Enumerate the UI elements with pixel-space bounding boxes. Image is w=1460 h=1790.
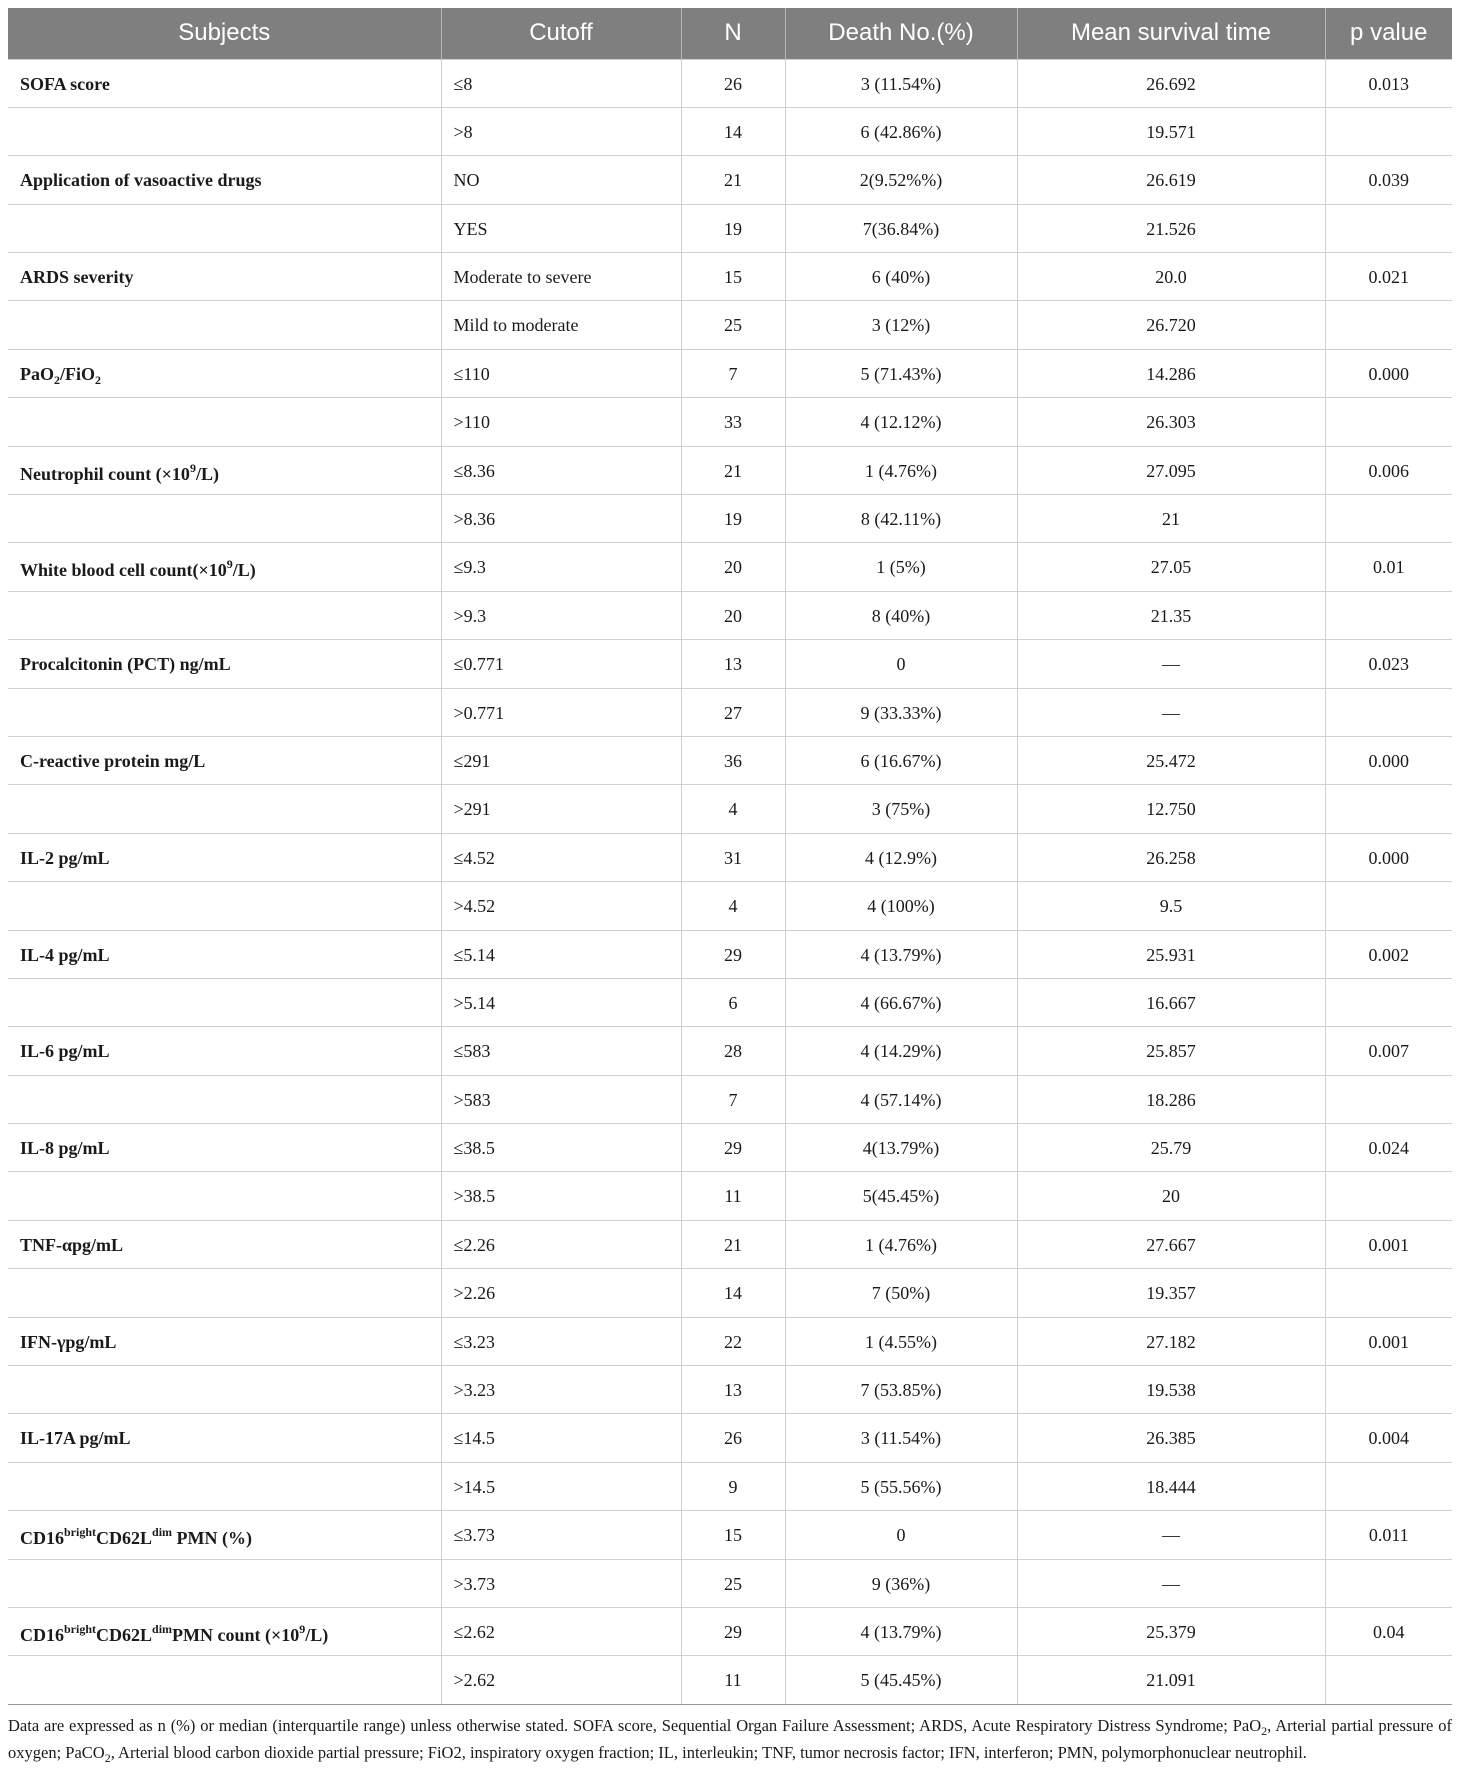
cell-n: 14 [681, 1269, 785, 1317]
cell-p-value: 0.04 [1325, 1608, 1452, 1656]
cell-cutoff: ≤110 [441, 349, 681, 397]
cell-death: 4 (13.79%) [785, 1608, 1017, 1656]
cell-cutoff: ≤583 [441, 1027, 681, 1075]
cell-p-value: 0.000 [1325, 833, 1452, 881]
text-segment: CD62L [96, 1528, 153, 1549]
cell-n: 21 [681, 1220, 785, 1268]
cell-mean-survival: 26.303 [1017, 398, 1325, 446]
cell-mean-survival: 27.182 [1017, 1317, 1325, 1365]
cell-cutoff: >3.73 [441, 1559, 681, 1607]
cell-subject [8, 640, 441, 688]
cell-mean-survival: 19.571 [1017, 107, 1325, 155]
cell-subject [8, 495, 441, 543]
cell-death: 7 (50%) [785, 1269, 1017, 1317]
superscript: 9 [299, 1622, 306, 1636]
cell-death: 1 (4.55%) [785, 1317, 1017, 1365]
cell-death: 9 (36%) [785, 1559, 1017, 1607]
subscript: 2 [54, 372, 60, 387]
cell-death: 1 (4.76%) [785, 1220, 1017, 1268]
cell-death: 5 (55.56%) [785, 1462, 1017, 1510]
cell-subject [8, 349, 441, 397]
cell-cutoff: ≤0.771 [441, 640, 681, 688]
cell-death: 4 (13.79%) [785, 930, 1017, 978]
table-header [8, 8, 1452, 59]
cell-mean-survival: 27.05 [1017, 543, 1325, 591]
cell-death: 6 (16.67%) [785, 736, 1017, 784]
cell-n: 13 [681, 1366, 785, 1414]
cell-subject [8, 446, 441, 494]
table-row [8, 156, 1452, 204]
cell-mean-survival: 25.79 [1017, 1124, 1325, 1172]
cell-mean-survival: 25.472 [1017, 736, 1325, 784]
cell-mean-survival: 20 [1017, 1172, 1325, 1220]
cell-p-value: 0.000 [1325, 349, 1452, 397]
cell-p-value [1325, 301, 1452, 349]
text-segment: CD16 [20, 1528, 64, 1549]
text-segment: CD16 [20, 1625, 64, 1645]
cell-n: 15 [681, 1511, 785, 1559]
table-row [8, 1075, 1452, 1123]
text-segment: /FiO [60, 363, 95, 384]
cell-mean-survival: 26.258 [1017, 833, 1325, 881]
superscript: bright [64, 1525, 97, 1540]
cell-p-value [1325, 1462, 1452, 1510]
table-row [8, 204, 1452, 252]
cell-cutoff: >583 [441, 1075, 681, 1123]
table-row [8, 107, 1452, 155]
cell-subject [8, 978, 441, 1026]
cell-p-value [1325, 978, 1452, 1026]
text-segment: PaO [20, 363, 54, 384]
superscript: dim [152, 1525, 173, 1540]
text-segment: /L) [232, 560, 256, 581]
table-row [8, 978, 1452, 1026]
cell-mean-survival: 21.35 [1017, 591, 1325, 639]
cell-cutoff: >8.36 [441, 495, 681, 543]
cell-subject [8, 1124, 441, 1172]
cell-subject [8, 785, 441, 833]
cell-cutoff: NO [441, 156, 681, 204]
header-cutoff: Cutoff [441, 8, 681, 59]
cell-cutoff: ≤291 [441, 736, 681, 784]
cell-death: 3 (75%) [785, 785, 1017, 833]
cell-n: 31 [681, 833, 785, 881]
table-row [8, 1124, 1452, 1172]
cell-cutoff: ≤9.3 [441, 543, 681, 591]
cell-cutoff: ≤2.62 [441, 1608, 681, 1656]
cell-subject [8, 1220, 441, 1268]
cell-n: 33 [681, 398, 785, 446]
cell-p-value: 0.007 [1325, 1027, 1452, 1075]
cell-cutoff: >38.5 [441, 1172, 681, 1220]
cell-n: 21 [681, 446, 785, 494]
cell-cutoff: >0.771 [441, 688, 681, 736]
cell-subject [8, 301, 441, 349]
table-row [8, 1511, 1452, 1559]
text-segment: Neutrophil count (×10 [20, 463, 190, 484]
text-segment: White blood cell count(×10 [20, 560, 227, 581]
cell-death: 1 (5%) [785, 543, 1017, 591]
cell-p-value [1325, 398, 1452, 446]
text-segment: /L) [195, 463, 219, 484]
subscript: 2 [95, 372, 101, 387]
text-segment: /L) [305, 1625, 329, 1645]
cell-p-value: 0.006 [1325, 446, 1452, 494]
cell-death: 4 (100%) [785, 882, 1017, 930]
cell-cutoff: ≤3.73 [441, 1511, 681, 1559]
cell-subject [8, 736, 441, 784]
cell-death: 0 [785, 1511, 1017, 1559]
cell-subject [8, 1656, 441, 1704]
cell-n: 11 [681, 1656, 785, 1704]
text-segment: , Arterial blood carbon dioxide partial pressure; FiO2, inspiratory oxygen fraction; IL, interleukin; TNF, tumor necrosis factor; IFN, interferon; PMN, polymorphonuclear neutrophil. [110, 1742, 1307, 1762]
table-row [8, 1656, 1452, 1704]
superscript: bright [64, 1622, 97, 1636]
text-segment: Application of vasoactive drugs [20, 170, 262, 191]
table-body [8, 59, 1452, 1704]
cell-cutoff: ≤5.14 [441, 930, 681, 978]
cell-n: 27 [681, 688, 785, 736]
cell-n: 20 [681, 591, 785, 639]
cell-p-value [1325, 1075, 1452, 1123]
cell-cutoff: ≤38.5 [441, 1124, 681, 1172]
cell-cutoff: ≤8.36 [441, 446, 681, 494]
cell-n: 19 [681, 204, 785, 252]
text-segment: Data are expressed as n (%) or median (interquartile range) unless otherwise stated. SOFA score, Sequential Organ Failure Assessment; ARDS, Acute Respiratory Distress Syndrome; PaO [8, 1715, 1262, 1735]
text-segment: IL-17A pg/mL [20, 1428, 131, 1449]
cell-subject [8, 1414, 441, 1462]
cell-n: 20 [681, 543, 785, 591]
table-row [8, 1027, 1452, 1075]
table-row [8, 349, 1452, 397]
table-row [8, 543, 1452, 591]
cell-mean-survival: 26.720 [1017, 301, 1325, 349]
cell-mean-survival: 25.931 [1017, 930, 1325, 978]
cell-p-value [1325, 785, 1452, 833]
cell-death: 8 (42.11%) [785, 495, 1017, 543]
table-row [8, 1269, 1452, 1317]
cell-subject [8, 1269, 441, 1317]
text-segment: PMN (%) [172, 1528, 253, 1549]
text-segment: SOFA score [20, 73, 110, 94]
cell-death: 4 (66.67%) [785, 978, 1017, 1026]
cell-mean-survival: 12.750 [1017, 785, 1325, 833]
superscript: 9 [189, 460, 196, 475]
cell-death: 5 (71.43%) [785, 349, 1017, 397]
text-segment: , Arterial partial pressure of oxygen; PaCO [8, 1715, 1452, 1762]
cell-cutoff: Mild to moderate [441, 301, 681, 349]
text-segment: IL-2 pg/mL [20, 847, 110, 868]
cell-subject [8, 398, 441, 446]
table-row [8, 59, 1452, 107]
cell-mean-survival: — [1017, 1511, 1325, 1559]
cell-p-value: 0.011 [1325, 1511, 1452, 1559]
cell-death: 4 (12.12%) [785, 398, 1017, 446]
cell-p-value: 0.004 [1325, 1414, 1452, 1462]
superscript: 9 [226, 557, 233, 572]
cell-mean-survival: 21.526 [1017, 204, 1325, 252]
cell-mean-survival: 19.357 [1017, 1269, 1325, 1317]
cell-mean-survival: 27.095 [1017, 446, 1325, 494]
cell-death: 4 (12.9%) [785, 833, 1017, 881]
cell-cutoff: YES [441, 204, 681, 252]
text-segment: PMN count (×10 [172, 1625, 300, 1645]
cell-cutoff: >3.23 [441, 1366, 681, 1414]
cell-n: 7 [681, 349, 785, 397]
cell-subject [8, 1317, 441, 1365]
cell-p-value: 0.002 [1325, 930, 1452, 978]
table-row [8, 930, 1452, 978]
cell-n: 29 [681, 1608, 785, 1656]
cell-subject [8, 1172, 441, 1220]
cell-mean-survival: 26.692 [1017, 59, 1325, 107]
cell-n: 15 [681, 253, 785, 301]
cell-subject [8, 1027, 441, 1075]
cell-n: 29 [681, 1124, 785, 1172]
cell-mean-survival: 26.385 [1017, 1414, 1325, 1462]
cell-n: 14 [681, 107, 785, 155]
cell-subject [8, 882, 441, 930]
cell-p-value: 0.000 [1325, 736, 1452, 784]
cell-subject [8, 1366, 441, 1414]
cell-subject [8, 253, 441, 301]
cell-p-value [1325, 495, 1452, 543]
cell-mean-survival: 21.091 [1017, 1656, 1325, 1704]
table-row [8, 736, 1452, 784]
text-segment: IL-4 pg/mL [20, 944, 110, 965]
cell-subject [8, 1075, 441, 1123]
cell-death: 3 (11.54%) [785, 1414, 1017, 1462]
cell-mean-survival: — [1017, 640, 1325, 688]
cell-mean-survival: 18.286 [1017, 1075, 1325, 1123]
cell-subject [8, 833, 441, 881]
table-row [8, 253, 1452, 301]
table-row [8, 1462, 1452, 1510]
cell-n: 25 [681, 301, 785, 349]
table-row [8, 688, 1452, 736]
cell-mean-survival: 20.0 [1017, 253, 1325, 301]
cell-death: 6 (40%) [785, 253, 1017, 301]
cell-n: 25 [681, 1559, 785, 1607]
cell-p-value [1325, 882, 1452, 930]
cell-n: 6 [681, 978, 785, 1026]
cell-n: 11 [681, 1172, 785, 1220]
cell-p-value [1325, 1366, 1452, 1414]
cell-subject [8, 156, 441, 204]
cell-n: 4 [681, 785, 785, 833]
cell-n: 7 [681, 1075, 785, 1123]
cell-cutoff: >5.14 [441, 978, 681, 1026]
cell-p-value [1325, 107, 1452, 155]
cell-p-value: 0.001 [1325, 1317, 1452, 1365]
cell-cutoff: ≤2.26 [441, 1220, 681, 1268]
table-row [8, 591, 1452, 639]
text-segment: IL-8 pg/mL [20, 1138, 110, 1159]
cell-cutoff: >8 [441, 107, 681, 155]
cell-n: 9 [681, 1462, 785, 1510]
survival-table [8, 8, 1452, 1705]
cell-subject [8, 930, 441, 978]
cell-mean-survival: 16.667 [1017, 978, 1325, 1026]
cell-n: 26 [681, 1414, 785, 1462]
cell-p-value: 0.01 [1325, 543, 1452, 591]
header-p-value: p value [1350, 19, 1428, 47]
cell-death: 8 (40%) [785, 591, 1017, 639]
text-segment: CD62L [96, 1625, 153, 1645]
header-row [8, 8, 1452, 59]
cell-mean-survival: — [1017, 688, 1325, 736]
header-mean-survival: Mean survival time [1017, 8, 1325, 59]
header-n: N [681, 8, 785, 59]
cell-cutoff: >4.52 [441, 882, 681, 930]
cell-p-value [1325, 204, 1452, 252]
cell-p-value: 0.023 [1325, 640, 1452, 688]
cell-p-value [1325, 591, 1452, 639]
subscript: 2 [1261, 1723, 1268, 1738]
table-row [8, 785, 1452, 833]
cell-p-value: 0.001 [1325, 1220, 1452, 1268]
text-segment: TNF-αpg/mL [20, 1234, 124, 1255]
cell-subject [8, 688, 441, 736]
table-row [8, 1366, 1452, 1414]
table-footnote [8, 1715, 1452, 1769]
table-row [8, 640, 1452, 688]
cell-death: 7 (53.85%) [785, 1366, 1017, 1414]
table-row [8, 1559, 1452, 1607]
subscript: 2 [104, 1750, 111, 1765]
table-row [8, 495, 1452, 543]
cell-n: 21 [681, 156, 785, 204]
cell-mean-survival: 9.5 [1017, 882, 1325, 930]
table-row [8, 1608, 1452, 1656]
cell-cutoff: ≤4.52 [441, 833, 681, 881]
cell-p-value: 0.039 [1325, 156, 1452, 204]
cell-death: 5(45.45%) [785, 1172, 1017, 1220]
cell-death: 6 (42.86%) [785, 107, 1017, 155]
cell-n: 4 [681, 882, 785, 930]
cell-n: 28 [681, 1027, 785, 1075]
cell-p-value [1325, 1656, 1452, 1704]
cell-subject [8, 1462, 441, 1510]
cell-n: 26 [681, 59, 785, 107]
cell-mean-survival: 26.619 [1017, 156, 1325, 204]
cell-death: 0 [785, 640, 1017, 688]
table-row [8, 446, 1452, 494]
cell-mean-survival: — [1017, 1559, 1325, 1607]
cell-n: 36 [681, 736, 785, 784]
cell-cutoff: >110 [441, 398, 681, 446]
cell-death: 5 (45.45%) [785, 1656, 1017, 1704]
cell-n: 13 [681, 640, 785, 688]
cell-p-value [1325, 1172, 1452, 1220]
cell-mean-survival: 25.379 [1017, 1608, 1325, 1656]
cell-n: 29 [681, 930, 785, 978]
cell-death: 3 (11.54%) [785, 59, 1017, 107]
cell-subject [8, 1511, 441, 1559]
cell-subject [8, 1559, 441, 1607]
cell-mean-survival: 19.538 [1017, 1366, 1325, 1414]
cell-subject [8, 1608, 441, 1656]
cell-cutoff: >9.3 [441, 591, 681, 639]
cell-p-value: 0.024 [1325, 1124, 1452, 1172]
cell-n: 22 [681, 1317, 785, 1365]
table-row [8, 882, 1452, 930]
cell-cutoff: Moderate to severe [441, 253, 681, 301]
table-row [8, 1220, 1452, 1268]
cell-cutoff: ≤8 [441, 59, 681, 107]
superscript: dim [152, 1622, 173, 1636]
text-segment: C-reactive protein mg/L [20, 750, 206, 771]
table-row [8, 1414, 1452, 1462]
cell-subject [8, 59, 441, 107]
cell-cutoff: >2.62 [441, 1656, 681, 1704]
cell-mean-survival: 21 [1017, 495, 1325, 543]
cell-death: 9 (33.33%) [785, 688, 1017, 736]
cell-mean-survival: 18.444 [1017, 1462, 1325, 1510]
cell-cutoff: ≤3.23 [441, 1317, 681, 1365]
table-row [8, 398, 1452, 446]
table-row [8, 301, 1452, 349]
text-segment: ARDS severity [20, 267, 134, 288]
cell-mean-survival: 25.857 [1017, 1027, 1325, 1075]
cell-p-value [1325, 1269, 1452, 1317]
text-segment: IFN-γpg/mL [20, 1331, 117, 1352]
cell-cutoff: ≤14.5 [441, 1414, 681, 1462]
cell-p-value: 0.021 [1325, 253, 1452, 301]
cell-mean-survival: 14.286 [1017, 349, 1325, 397]
cell-cutoff: >291 [441, 785, 681, 833]
text-segment: Procalcitonin (PCT) ng/mL [20, 654, 231, 675]
cell-death: 3 (12%) [785, 301, 1017, 349]
cell-death: 4(13.79%) [785, 1124, 1017, 1172]
cell-p-value [1325, 688, 1452, 736]
cell-subject [8, 591, 441, 639]
cell-cutoff: >14.5 [441, 1462, 681, 1510]
table-row [8, 833, 1452, 881]
cell-subject [8, 107, 441, 155]
text-segment: IL-6 pg/mL [20, 1041, 110, 1062]
cell-death: 7(36.84%) [785, 204, 1017, 252]
header-subjects: Subjects [8, 8, 441, 59]
cell-cutoff: >2.26 [441, 1269, 681, 1317]
cell-death: 4 (57.14%) [785, 1075, 1017, 1123]
table-row [8, 1317, 1452, 1365]
cell-death: 4 (14.29%) [785, 1027, 1017, 1075]
cell-p-value: 0.013 [1325, 59, 1452, 107]
cell-death: 2(9.52%%) [785, 156, 1017, 204]
header-death: Death No.(%) [785, 8, 1017, 59]
cell-death: 1 (4.76%) [785, 446, 1017, 494]
cell-n: 19 [681, 495, 785, 543]
cell-mean-survival: 27.667 [1017, 1220, 1325, 1268]
cell-subject [8, 204, 441, 252]
cell-subject [8, 543, 441, 591]
cell-p-value [1325, 1559, 1452, 1607]
table-row [8, 1172, 1452, 1220]
table-container [8, 8, 1452, 1769]
